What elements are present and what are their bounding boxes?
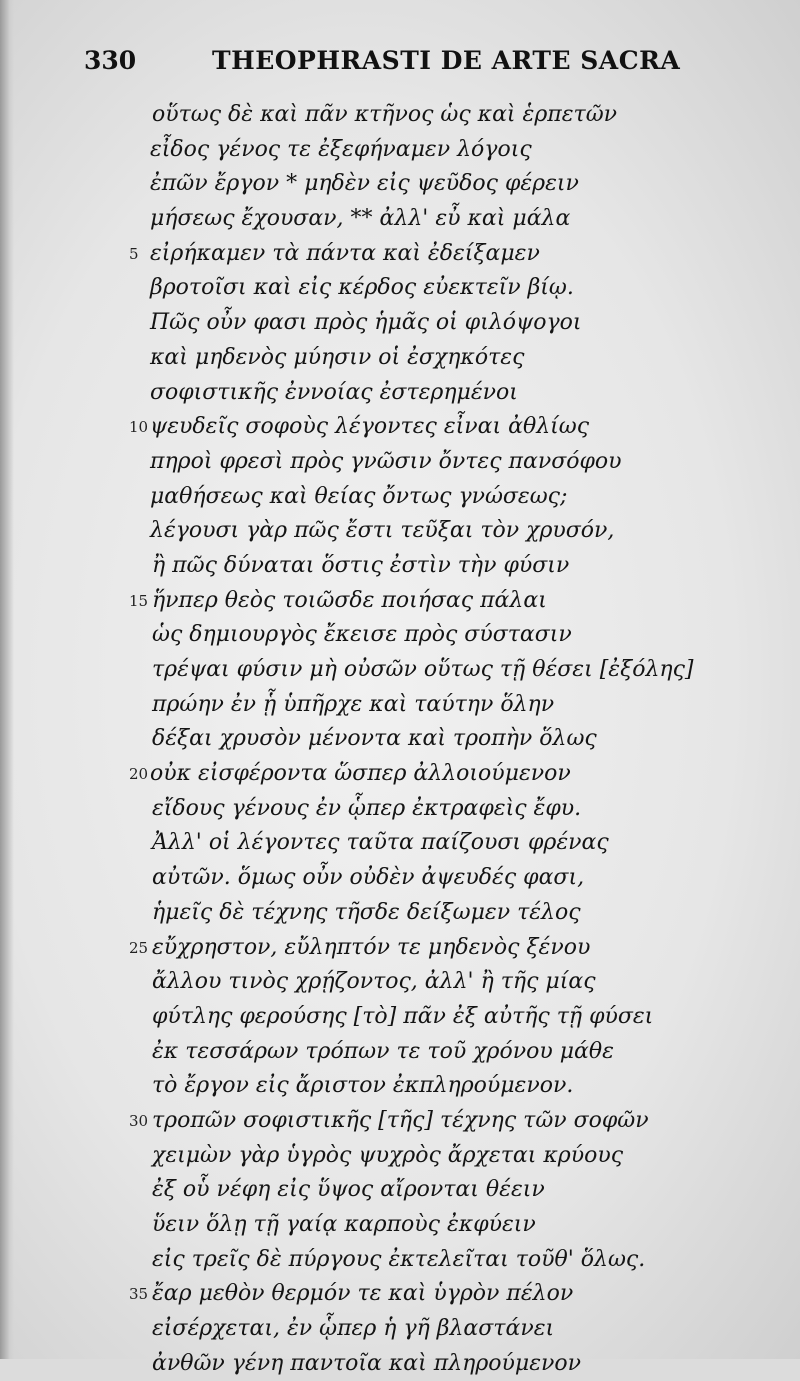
- line-text: ἢ πῶς δύναται ὅστις ἐστὶν τὴν φύσιν: [152, 552, 570, 578]
- line-text: τὸ ἔργον εἰς ἄριστον ἐκπληρούμενον.: [152, 1073, 574, 1099]
- poem-line: [150, 653, 770, 688]
- line-number: 5: [129, 244, 139, 263]
- poem-line: [150, 98, 770, 133]
- poem-line: [150, 1000, 770, 1035]
- line-text: οὕτως δὲ καὶ πᾶν κτῆνος ὡς καὶ ἑρπετῶν: [152, 102, 618, 127]
- line-text: ἄλλου τινὸς χρῄζοντος, ἀλλ' ἢ τῆς μίας: [152, 969, 596, 995]
- poem-line: [150, 133, 770, 168]
- line-text: Πῶς οὖν φασι πρὸς ἡμᾶς οἱ φιλόψογοι: [150, 310, 582, 336]
- line-text: εἴδους γένους ἐν ᾧπερ ἐκτραφεὶς ἔφυ.: [152, 795, 582, 821]
- line-text: δέξαι χρυσὸν μένοντα καὶ τροπὴν ὅλως: [152, 726, 597, 752]
- line-text: ἐπῶν ἔργον * μηδὲν εἰς ψεῦδος φέρειν: [150, 171, 579, 197]
- line-text: εἶδος γένος τε ἐξεφήναμεν λόγοις: [150, 136, 532, 162]
- line-text: σοφιστικῆς ἐννοίας ἐστερημένοι: [150, 379, 518, 405]
- line-text: οὐκ εἰσφέροντα ὥσπερ ἀλλοιούμενον: [150, 761, 571, 787]
- poem-line: [150, 792, 770, 827]
- poem-line: [150, 1208, 770, 1243]
- line-text: τρέψαι φύσιν μὴ οὐσῶν οὕτως τῇ θέσει [ἐξόλης]: [152, 657, 694, 682]
- poem-line: [129, 237, 770, 272]
- line-text: φύτλης φερούσης [τὸ] πᾶν ἐξ αὐτῆς τῇ φύσει: [152, 1003, 654, 1029]
- line-number: 10: [129, 418, 149, 437]
- line-text: μήσεως ἔχουσαν, ** ἀλλ' εὖ καὶ μάλα: [150, 206, 571, 232]
- line-text: εὔχρηστον, εὔληπτόν τε μηδενὸς ξένου: [152, 934, 591, 960]
- poem-line: [150, 306, 770, 341]
- line-text: εἰσέρχεται, ἐν ᾧπερ ἡ γῆ βλαστάνει: [152, 1316, 555, 1342]
- poem-line: [150, 271, 770, 306]
- line-text: ὡς δημιουργὸς ἔκεισε πρὸς σύστασιν: [152, 622, 572, 648]
- poem-line: [150, 618, 770, 653]
- poem-line: [150, 896, 770, 931]
- poem-line: [129, 757, 770, 792]
- poem-line: [150, 1312, 770, 1347]
- poem-line: [129, 410, 770, 445]
- line-text: ἔαρ μεθὸν θερμόν τε καὶ ὑγρὸν πέλον: [152, 1281, 574, 1307]
- line-text: πρώην ἐν ᾗ ὑπῆρχε καὶ ταύτην ὅλην: [152, 691, 555, 717]
- poem-line: [150, 445, 770, 480]
- poem-line: [150, 1347, 770, 1381]
- poem-line: [150, 1243, 770, 1278]
- poem-line: [150, 549, 770, 584]
- poem-line: [150, 376, 770, 411]
- poem-line: [150, 1069, 770, 1104]
- poem-line: [150, 722, 770, 757]
- line-text: βροτοῖσι καὶ εἰς κέρδος εὐεκτεῖν βίῳ.: [150, 275, 574, 301]
- line-text: ἀνθῶν γένη παντοῖα καὶ πληρούμενον: [152, 1350, 581, 1376]
- line-number: 35: [129, 1285, 149, 1304]
- page-spine-shadow: [0, 0, 14, 1359]
- poem-line: [129, 1277, 770, 1312]
- line-text: εἰς τρεῖς δὲ πύργους ἐκτελεῖται τοῦθ' ὅλως.: [152, 1246, 646, 1272]
- poem-line: [150, 1173, 770, 1208]
- poem-line: [129, 931, 770, 966]
- page-header: [84, 46, 760, 82]
- poem-line: [150, 341, 770, 376]
- poem-line: [150, 1139, 770, 1174]
- line-number: 20: [129, 765, 149, 784]
- poem-line: [150, 202, 770, 237]
- poem-line: [150, 688, 770, 723]
- poem-text-block: [129, 98, 770, 1381]
- poem-line: [150, 861, 770, 896]
- running-head: THEOPHRASTI DE ARTE SACRA: [212, 46, 681, 75]
- line-text: Ἀλλ' οἱ λέγοντες ταῦτα παίζουσι φρένας: [152, 830, 609, 856]
- line-text: ψευδεῖς σοφοὺς λέγοντες εἶναι ἀθλίως: [150, 414, 590, 440]
- poem-line: [150, 514, 770, 549]
- line-text: εἰρήκαμεν τὰ πάντα καὶ ἐδείξαμεν: [150, 240, 540, 266]
- line-text: λέγουσι γὰρ πῶς ἔστι τεῦξαι τὸν χρυσόν,: [150, 518, 615, 544]
- line-text: μαθήσεως καὶ θείας ὄντως γνώσεως;: [150, 483, 568, 509]
- poem-line: [150, 1035, 770, 1070]
- line-text: ἥνπερ θεὸς τοιῶσδε ποιήσας πάλαι: [152, 587, 547, 613]
- poem-line: [129, 584, 770, 619]
- line-text: ὕειν ὅλῃ τῇ γαίᾳ καρποὺς ἐκφύειν: [152, 1212, 536, 1237]
- poem-line: [150, 167, 770, 202]
- line-text: καὶ μηδενὸς μύησιν οἱ ἐσχηκότες: [150, 344, 525, 370]
- poem-line: [150, 965, 770, 1000]
- line-number: 15: [129, 591, 149, 610]
- line-text: ἡμεῖς δὲ τέχνης τῆσδε δείξωμεν τέλος: [152, 899, 581, 925]
- line-text: αὐτῶν. ὅμως οὖν οὐδὲν ἀψευδές φασι,: [152, 865, 585, 891]
- poem-line: [150, 826, 770, 861]
- line-text: τροπῶν σοφιστικῆς [τῆς] τέχνης τῶν σοφῶν: [152, 1107, 649, 1133]
- line-text: χειμὼν γὰρ ὑγρὸς ψυχρὸς ἄρχεται κρύους: [152, 1142, 624, 1168]
- line-number: 25: [129, 938, 149, 957]
- poem-line: [150, 480, 770, 515]
- line-text: ἐξ οὗ νέφη εἰς ὕψος αἴρονται θέειν: [152, 1177, 545, 1203]
- line-number: 30: [129, 1111, 149, 1130]
- line-text: ἐκ τεσσάρων τρόπων τε τοῦ χρόνου μάθε: [152, 1038, 614, 1064]
- line-text: πηροὶ φρεσὶ πρὸς γνῶσιν ὄντες πανσόφου: [150, 448, 622, 474]
- page-number: 330: [84, 46, 137, 75]
- poem-line: [129, 1104, 770, 1139]
